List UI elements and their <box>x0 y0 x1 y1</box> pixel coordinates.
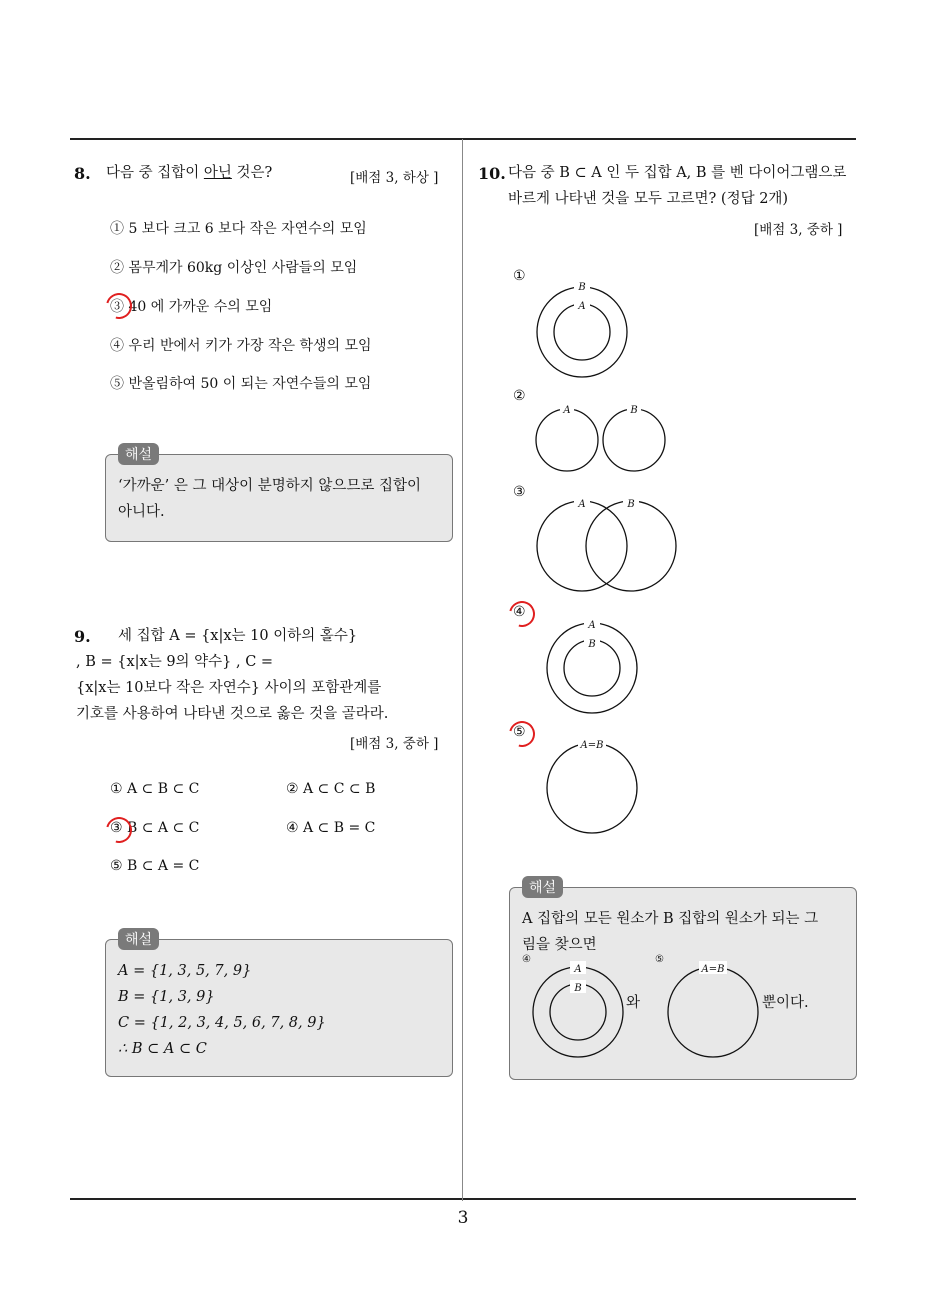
q8-option-4[interactable]: ④ 우리 반에서 키가 가장 작은 학생의 모임 <box>110 338 372 354</box>
venn2-circle-a <box>536 409 598 471</box>
q8-explain-tab: 해설 <box>118 443 159 465</box>
q10-option-3-mark[interactable]: ③ <box>513 484 526 500</box>
column-divider <box>462 139 463 1201</box>
venn2-label-a: A <box>563 405 571 416</box>
q9-answer-mark <box>101 812 137 848</box>
q8-explain-text <box>118 473 421 525</box>
q9-stem-line-1: 세 집합 A = {x|x는 10 이하의 홀수} <box>118 628 358 644</box>
q9-option-4[interactable]: ④ A ⊂ B = C <box>286 820 376 836</box>
q8-stem <box>106 160 272 186</box>
venn1-inner-circle <box>554 304 610 360</box>
q8-option-3[interactable]: ③ 40 에 가까운 수의 모임 <box>110 299 273 315</box>
page-number: 3 <box>457 1208 469 1228</box>
q8-meta: [배점 3, 하상 ] <box>350 170 439 186</box>
q8-option-1[interactable]: ① 5 보다 크고 6 보다 작은 자연수의 모임 <box>110 221 367 237</box>
top-rule <box>70 138 856 140</box>
q9-stem-line-2: , B = {x|x는 9의 약수} , C = <box>76 654 274 670</box>
q10-explain-line-1: A 집합의 모든 원소가 B 집합의 원소가 되는 그 <box>522 911 819 927</box>
q8-stem-a: 다음 중 집합이 <box>106 165 204 181</box>
venn4-label-inner: B <box>588 639 596 650</box>
q10-explain-diagrams <box>528 960 768 1060</box>
q9-option-3[interactable]: ③ B ⊂ A ⊂ C <box>110 820 200 836</box>
explain-venn4-label-outer: A <box>574 964 582 975</box>
q10-explain-mark-5: ⑤ <box>655 954 664 965</box>
q10-option-1-mark[interactable]: ① <box>513 268 526 284</box>
venn1-label-outer: B <box>578 282 586 293</box>
q9-stem-line-4: 기호를 사용하여 나타낸 것으로 옳은 것을 골라라. <box>76 706 389 722</box>
q9-explain-box <box>105 939 453 1077</box>
q10-explain-mark-4: ④ <box>522 954 531 965</box>
venn2-circle-b <box>603 409 665 471</box>
q9-option-2[interactable]: ② A ⊂ C ⊂ B <box>286 781 376 797</box>
q8-explain-line-1: ‘가까운’ 은 그 대상이 분명하지 않으므로 집합이 <box>118 478 422 494</box>
venn5-circle <box>547 743 637 833</box>
venn5-label: A=B <box>580 740 604 751</box>
q9-stem-line-3: {x|x는 10보다 작은 자연수} 사이의 포함관계를 <box>76 680 382 696</box>
q9-number: 9. <box>74 627 91 646</box>
venn3-circle-b <box>586 501 676 591</box>
q10-option-4-mark[interactable]: ④ <box>513 604 526 620</box>
venn3-label-b: B <box>627 499 635 510</box>
q8-explain-line-2: 아니다. <box>118 504 165 520</box>
q9-explain-line-4: ∴ B ⊂ A ⊂ C <box>118 1041 207 1057</box>
q10-explain-end: 뿐이다. <box>762 995 809 1011</box>
q9-option-5[interactable]: ⑤ B ⊂ A = C <box>110 858 200 874</box>
q10-stem-line-2: 바르게 나타낸 것을 모두 고르면? (정답 2개) <box>508 191 789 207</box>
q10-venn-diagrams <box>520 270 700 840</box>
q8-option-2[interactable]: ② 몸무게가 60kg 이상인 사람들의 모임 <box>110 260 358 276</box>
q9-option-1[interactable]: ① A ⊂ B ⊂ C <box>110 781 200 797</box>
q10-stem <box>508 160 846 212</box>
q10-meta: [배점 3, 중하 ] <box>754 222 843 238</box>
q10-number: 10. <box>478 164 506 183</box>
q10-option-5-mark[interactable]: ⑤ <box>513 724 526 740</box>
q9-stem <box>76 623 454 727</box>
q10-stem-line-1: 다음 중 B ⊂ A 인 두 집합 A, B 를 벤 다이어그램으로 <box>508 165 847 181</box>
q8-answer-mark <box>101 288 137 324</box>
q10-explain-text <box>522 906 818 958</box>
q8-number: 8. <box>74 164 91 183</box>
q9-meta: [배점 3, 중하 ] <box>350 736 439 752</box>
venn3-label-a: A <box>578 499 586 510</box>
venn2-label-b: B <box>630 405 638 416</box>
q8-option-5[interactable]: ⑤ 반올림하여 50 이 되는 자연수들의 모임 <box>110 376 372 392</box>
q9-explain-text <box>118 958 326 1062</box>
venn3-circle-a <box>537 501 627 591</box>
q9-explain-line-1: A = {1, 3, 5, 7, 9} <box>118 963 252 979</box>
q9-explain-line-3: C = {1, 2, 3, 4, 5, 6, 7, 8, 9} <box>118 1015 326 1031</box>
venn1-label-inner: A <box>578 301 586 312</box>
explain-venn5-circle <box>668 967 758 1057</box>
q10-option-2-mark[interactable]: ② <box>513 388 526 404</box>
q10-explain-tab: 해설 <box>522 876 563 898</box>
venn4-label-outer: A <box>588 620 596 631</box>
q9-explain-tab: 해설 <box>118 928 159 950</box>
bottom-rule <box>70 1198 856 1200</box>
explain-venn4-label-inner: B <box>574 983 582 994</box>
q8-explain-box <box>105 454 453 542</box>
q10-explain-line-2: 림을 찾으면 <box>522 937 597 953</box>
q9-explain-line-2: B = {1, 3, 9} <box>118 989 215 1005</box>
q8-stem-underlined: 아닌 <box>203 165 232 181</box>
explain-venn5-label: A=B <box>701 964 725 975</box>
q10-explain-wa: 와 <box>626 995 641 1011</box>
q10-explain-box <box>509 887 857 1080</box>
q8-stem-b: 것은? <box>231 165 273 181</box>
